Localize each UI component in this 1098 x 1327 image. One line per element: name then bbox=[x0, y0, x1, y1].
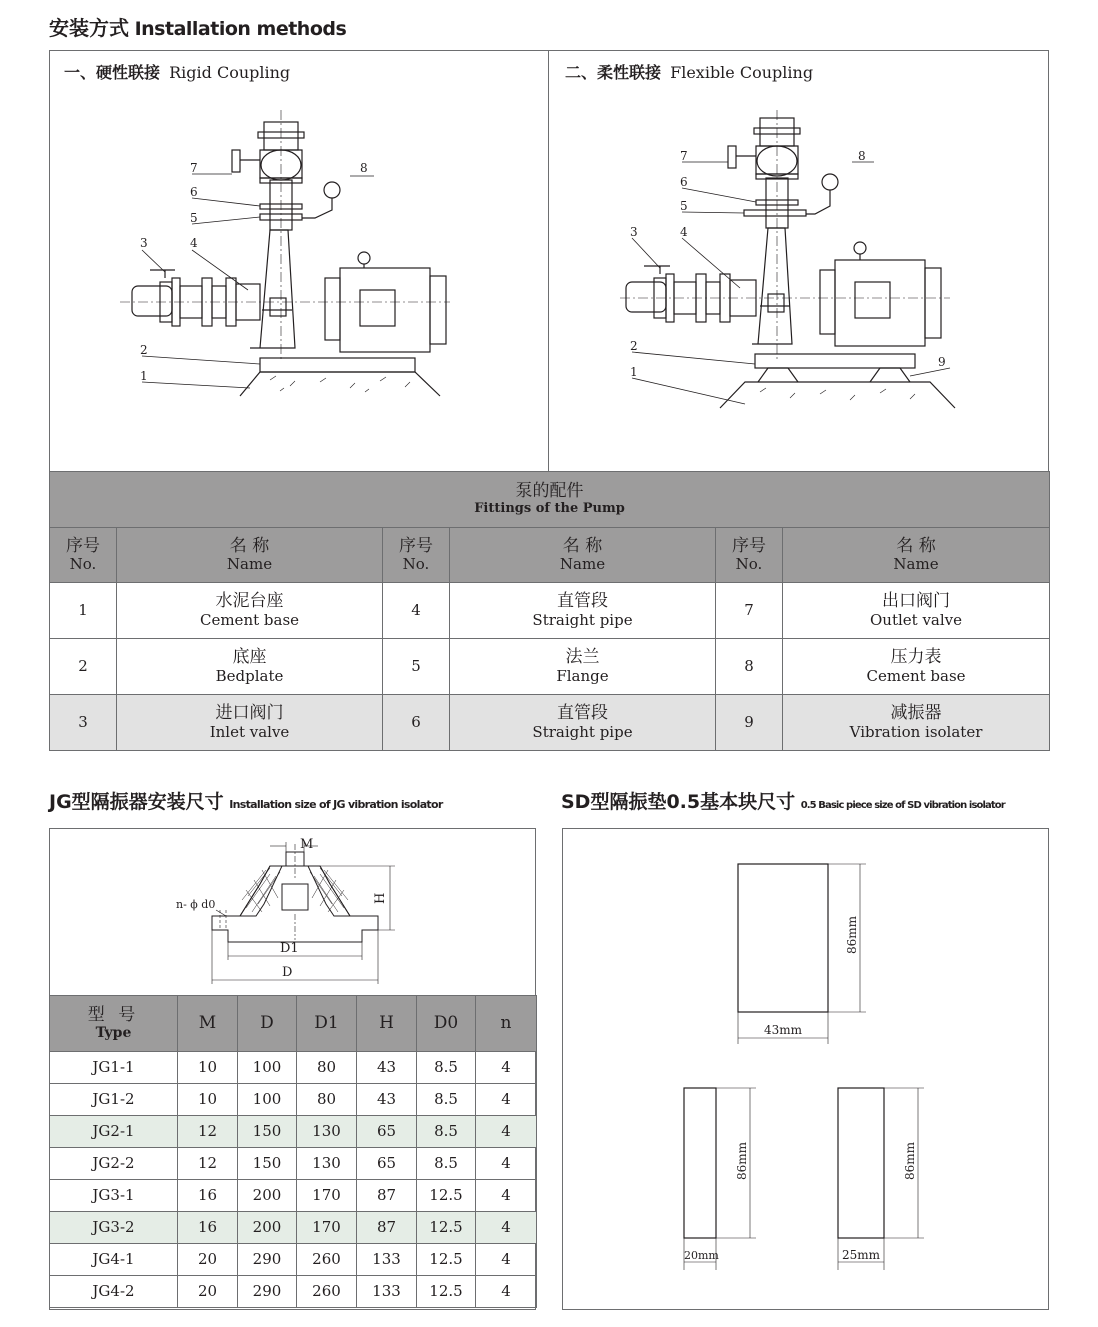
sd-big-width: 43mm bbox=[764, 1023, 803, 1037]
sd-block-small-2 bbox=[838, 1088, 884, 1238]
value-cell: 10 bbox=[178, 1052, 238, 1084]
flexible-callout-6: 6 bbox=[680, 175, 688, 189]
value-cell: 87 bbox=[357, 1180, 417, 1212]
sd-block-small-1 bbox=[684, 1088, 716, 1238]
rigid-coupling-heading bbox=[64, 60, 290, 83]
header-name: 名 称 Name bbox=[117, 528, 383, 583]
fittings-title-en: Fittings of the Pump bbox=[474, 500, 625, 516]
jg-title-zh: JG型隔振器安装尺寸 bbox=[49, 791, 224, 813]
rigid-heading-zh: 一、硬性联接 bbox=[64, 63, 161, 82]
flexible-callout-4: 4 bbox=[680, 225, 688, 239]
value-cell: 4 bbox=[476, 1276, 537, 1308]
type-cell: JG2-1 bbox=[50, 1116, 178, 1148]
install-title-zh: 安装方式 bbox=[49, 16, 129, 40]
fittings-title bbox=[50, 472, 1050, 528]
table-row bbox=[50, 1276, 537, 1308]
table-row: 3 进口阀门 Inlet valve 6 直管段 Straight pipe 9 减振器 Vibration isolater bbox=[50, 695, 1050, 751]
type-cell: JG4-1 bbox=[50, 1244, 178, 1276]
type-cell: JG3-2 bbox=[50, 1212, 178, 1244]
value-cell: 20 bbox=[178, 1244, 238, 1276]
value-cell: 12 bbox=[178, 1148, 238, 1180]
dim-d: D bbox=[282, 965, 293, 980]
value-cell: 4 bbox=[476, 1180, 537, 1212]
sd-section-title bbox=[561, 787, 1005, 814]
flexible-coupling-heading bbox=[565, 60, 813, 83]
fittings-title-zh: 泵的配件 bbox=[515, 481, 584, 502]
flexible-heading-zh: 二、柔性联接 bbox=[565, 63, 662, 82]
rigid-callout-4: 4 bbox=[190, 236, 198, 250]
value-cell: 260 bbox=[297, 1276, 357, 1308]
value-cell: 12.5 bbox=[417, 1276, 476, 1308]
table-row bbox=[50, 1084, 537, 1116]
value-cell: 170 bbox=[297, 1180, 357, 1212]
type-cell: JG1-2 bbox=[50, 1084, 178, 1116]
sd-small2-width: 25mm bbox=[842, 1248, 881, 1262]
table-row bbox=[50, 1244, 537, 1276]
rigid-callout-1: 1 bbox=[140, 369, 148, 383]
rigid-callout-7: 7 bbox=[190, 161, 198, 175]
sd-title-en: 0.5 Basic piece size of SD vibration isolator bbox=[800, 800, 1005, 811]
sd-small1-height: 86mm bbox=[735, 1141, 749, 1180]
rigid-heading-en: Rigid Coupling bbox=[169, 63, 291, 82]
jg-dimension-table bbox=[49, 995, 537, 1308]
jg-table-body bbox=[50, 1052, 537, 1308]
value-cell: 43 bbox=[357, 1084, 417, 1116]
value-cell: 43 bbox=[357, 1052, 417, 1084]
header-d0: D0 bbox=[417, 996, 476, 1052]
type-cell: JG3-1 bbox=[50, 1180, 178, 1212]
flexible-callout-8: 8 bbox=[858, 149, 866, 163]
dim-n-d0: n- ϕ d0 bbox=[176, 898, 216, 911]
value-cell: 100 bbox=[238, 1084, 297, 1116]
value-cell: 65 bbox=[357, 1148, 417, 1180]
sd-title-zh: SD型隔振垫0.5基本块尺寸 bbox=[561, 791, 796, 813]
table-row: 2 底座 Bedplate 5 法兰 Flange 8 压力表 Cement base bbox=[50, 639, 1050, 695]
value-cell: 8.5 bbox=[417, 1116, 476, 1148]
flexible-callout-9: 9 bbox=[938, 355, 946, 369]
header-no: 序号 No. bbox=[716, 528, 783, 583]
rigid-callout-3: 3 bbox=[140, 236, 148, 250]
type-cell: JG2-2 bbox=[50, 1148, 178, 1180]
dim-d1: D1 bbox=[280, 941, 299, 956]
value-cell: 200 bbox=[238, 1180, 297, 1212]
flexible-coupling-drawing bbox=[620, 110, 960, 420]
table-row bbox=[50, 1180, 537, 1212]
table-row bbox=[50, 1212, 537, 1244]
value-cell: 4 bbox=[476, 1148, 537, 1180]
value-cell: 12.5 bbox=[417, 1244, 476, 1276]
value-cell: 12.5 bbox=[417, 1180, 476, 1212]
value-cell: 16 bbox=[178, 1180, 238, 1212]
value-cell: 8.5 bbox=[417, 1052, 476, 1084]
value-cell: 133 bbox=[357, 1244, 417, 1276]
sd-big-height: 86mm bbox=[845, 915, 859, 954]
install-section-title bbox=[49, 12, 346, 41]
table-row bbox=[50, 1116, 537, 1148]
value-cell: 200 bbox=[238, 1212, 297, 1244]
header-no: 序号 No. bbox=[383, 528, 450, 583]
value-cell: 150 bbox=[238, 1148, 297, 1180]
header-m: M bbox=[178, 996, 238, 1052]
value-cell: 130 bbox=[297, 1148, 357, 1180]
value-cell: 80 bbox=[297, 1052, 357, 1084]
value-cell: 10 bbox=[178, 1084, 238, 1116]
dim-m: M bbox=[300, 837, 314, 852]
header-name: 名 称 Name bbox=[783, 528, 1050, 583]
value-cell: 100 bbox=[238, 1052, 297, 1084]
table-row: 1 水泥台座 Cement base 4 直管段 Straight pipe 7 出口阀门 Outlet valve bbox=[50, 583, 1050, 639]
sd-blocks-drawing bbox=[660, 850, 960, 1290]
value-cell: 170 bbox=[297, 1212, 357, 1244]
value-cell: 16 bbox=[178, 1212, 238, 1244]
rigid-callout-2: 2 bbox=[140, 343, 148, 357]
value-cell: 290 bbox=[238, 1276, 297, 1308]
value-cell: 290 bbox=[238, 1244, 297, 1276]
install-title-en: Installation methods bbox=[134, 18, 347, 40]
header-n: n bbox=[476, 996, 537, 1052]
flexible-callout-3: 3 bbox=[630, 225, 638, 239]
sd-small2-height: 86mm bbox=[903, 1141, 917, 1180]
value-cell: 133 bbox=[357, 1276, 417, 1308]
value-cell: 150 bbox=[238, 1116, 297, 1148]
value-cell: 80 bbox=[297, 1084, 357, 1116]
value-cell: 4 bbox=[476, 1212, 537, 1244]
value-cell: 260 bbox=[297, 1244, 357, 1276]
value-cell: 4 bbox=[476, 1244, 537, 1276]
value-cell: 8.5 bbox=[417, 1084, 476, 1116]
value-cell: 130 bbox=[297, 1116, 357, 1148]
header-h: H bbox=[357, 996, 417, 1052]
value-cell: 65 bbox=[357, 1116, 417, 1148]
rigid-callout-6: 6 bbox=[190, 185, 198, 199]
header-no: 序号 No. bbox=[50, 528, 117, 583]
header-d1: D1 bbox=[297, 996, 357, 1052]
table-row bbox=[50, 1052, 537, 1084]
value-cell: 12.5 bbox=[417, 1212, 476, 1244]
jg-section-title bbox=[49, 787, 443, 814]
dim-h: H bbox=[373, 892, 388, 904]
table-row bbox=[50, 1148, 537, 1180]
value-cell: 4 bbox=[476, 1116, 537, 1148]
value-cell: 4 bbox=[476, 1084, 537, 1116]
flexible-heading-en: Flexible Coupling bbox=[670, 63, 814, 82]
flexible-callout-7: 7 bbox=[680, 149, 688, 163]
header-type: 型 号 Type bbox=[50, 996, 178, 1052]
sd-block-big bbox=[738, 864, 828, 1012]
flexible-callout-5: 5 bbox=[680, 199, 688, 213]
fittings-table bbox=[49, 471, 1050, 751]
type-cell: JG4-2 bbox=[50, 1276, 178, 1308]
flexible-callout-2: 2 bbox=[630, 339, 638, 353]
type-cell: JG1-1 bbox=[50, 1052, 178, 1084]
flexible-callout-1: 1 bbox=[630, 365, 638, 379]
panel-divider bbox=[548, 50, 549, 471]
jg-isolator-drawing bbox=[170, 834, 410, 994]
rigid-callout-5: 5 bbox=[190, 211, 198, 225]
value-cell: 12 bbox=[178, 1116, 238, 1148]
rigid-callout-8: 8 bbox=[360, 161, 368, 175]
header-name: 名 称 Name bbox=[450, 528, 716, 583]
jg-title-en: Installation size of JG vibration isolator bbox=[229, 798, 443, 811]
value-cell: 8.5 bbox=[417, 1148, 476, 1180]
rigid-coupling-drawing bbox=[120, 110, 460, 410]
header-d: D bbox=[238, 996, 297, 1052]
value-cell: 20 bbox=[178, 1276, 238, 1308]
value-cell: 4 bbox=[476, 1052, 537, 1084]
sd-small1-width: 20mm bbox=[684, 1249, 719, 1262]
value-cell: 87 bbox=[357, 1212, 417, 1244]
